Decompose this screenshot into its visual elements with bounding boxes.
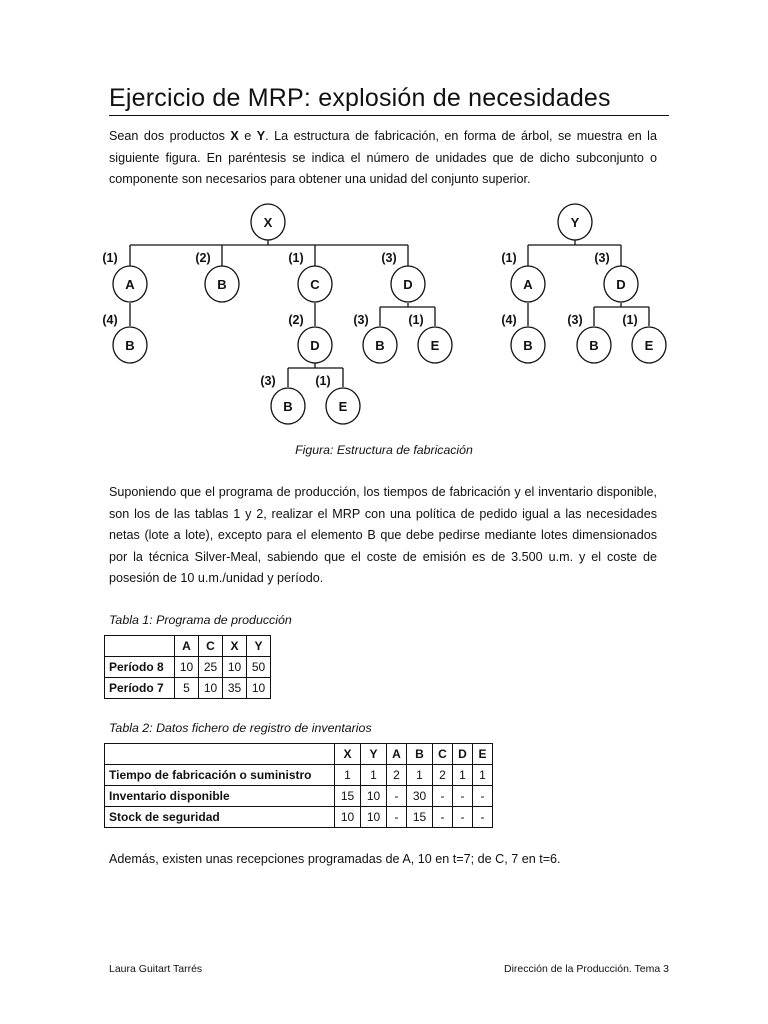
quantity-label: (2): [288, 313, 304, 327]
row-header: Período 7: [105, 678, 175, 699]
node-label: A: [125, 277, 135, 292]
table-cell: 5: [175, 678, 199, 699]
table2-caption: Tabla 2: Datos fichero de registro de inventarios: [109, 721, 372, 735]
figure-caption: Figura: Estructura de fabricación: [295, 443, 473, 457]
product-x-label: X: [230, 129, 239, 143]
table-row: [105, 657, 271, 678]
table-cell: [105, 636, 175, 657]
table-cell: C: [199, 636, 223, 657]
node-label: D: [403, 277, 413, 292]
table-header-row: [105, 636, 271, 657]
table-cell: 25: [199, 657, 223, 678]
table-cell: B: [407, 744, 433, 765]
table-cell: X: [223, 636, 247, 657]
quantity-label: (3): [567, 313, 583, 327]
table-cell: 10: [335, 807, 361, 828]
table-cell: 1: [453, 765, 473, 786]
node-label: D: [310, 338, 320, 353]
table-cell: -: [473, 807, 493, 828]
table-cell: -: [453, 807, 473, 828]
scheduled-receipts-paragraph: Además, existen unas recepciones programadas de A, 10 en t=7; de C, 7 en t=6.: [109, 852, 561, 866]
node-label: E: [430, 338, 440, 353]
table-cell: X: [335, 744, 361, 765]
table-cell: 15: [407, 807, 433, 828]
quantity-label: (2): [195, 251, 211, 265]
quantity-label: (1): [315, 374, 331, 388]
node-label: B: [589, 338, 599, 353]
table-cell: 10: [361, 807, 387, 828]
table-cell: 2: [433, 765, 453, 786]
node-label: Y: [570, 215, 580, 230]
quantity-label: (4): [501, 313, 517, 327]
node-label: A: [523, 277, 533, 292]
table-cell: 35: [223, 678, 247, 699]
quantity-label: (1): [622, 313, 638, 327]
row-header: Inventario disponible: [105, 786, 335, 807]
table-cell: 10: [247, 678, 271, 699]
table-cell: 2: [387, 765, 407, 786]
quantity-label: (4): [102, 313, 118, 327]
row-header: Período 8: [105, 657, 175, 678]
row-header: Stock de seguridad: [105, 807, 335, 828]
table-cell: E: [473, 744, 493, 765]
intro-text-3: . La estructura de fabricación, en forma de árbol, se muestra en la siguiente figura. En paréntesis se indica el número de unidades que de dicho subconjunto o componente son necesarios para obtener una unidad del conjunto superior.: [109, 129, 657, 186]
table1-caption: Tabla 1: Programa de producción: [109, 613, 292, 627]
node-label: X: [263, 215, 273, 230]
table-row: [105, 807, 493, 828]
table-cell: 15: [335, 786, 361, 807]
table-cell: D: [453, 744, 473, 765]
table-cell: 10: [199, 678, 223, 699]
intro-paragraph: [109, 126, 657, 191]
table-cell: 10: [175, 657, 199, 678]
table-header-row: [105, 744, 493, 765]
table-cell: [105, 744, 335, 765]
problem-paragraph: Suponiendo que el programa de producción, los tiempos de fabricación y el inventario disponible, son los de las tablas 1 y 2, realizar el MRP con una política de pedido igual a las necesidades netas (lote a lote), excepto para el elemento B que debe pedirse mediante lotes dimensionados por la técnica Silver-Meal, sabiendo que el coste de emisión es de 3.500 u.m. y el coste de posesión de 10 u.m./unidad y período.: [109, 485, 657, 585]
quantity-label: (3): [594, 251, 610, 265]
product-y-label: Y: [256, 129, 266, 143]
table-cell: Y: [247, 636, 271, 657]
production-schedule-table: [104, 635, 271, 699]
quantity-label: (1): [288, 251, 304, 265]
quantity-label: (3): [353, 313, 369, 327]
node-label: B: [217, 277, 227, 292]
intro-text-2: e: [238, 129, 257, 143]
footer-author: Laura Guitart Tarrés: [109, 963, 203, 975]
table-cell: 30: [407, 786, 433, 807]
table-cell: -: [387, 807, 407, 828]
node-label: B: [375, 338, 385, 353]
quantity-label: (1): [501, 251, 517, 265]
row-header: Tiempo de fabricación o suministro: [105, 765, 335, 786]
quantity-label: (1): [102, 251, 118, 265]
table-cell: C: [433, 744, 453, 765]
table-cell: 10: [223, 657, 247, 678]
footer-course: Dirección de la Producción. Tema 3: [504, 963, 669, 975]
table-cell: A: [175, 636, 199, 657]
table-cell: 1: [335, 765, 361, 786]
page-title: Ejercicio de MRP: explosión de necesidades: [109, 84, 669, 116]
table-cell: 1: [361, 765, 387, 786]
table-cell: A: [387, 744, 407, 765]
node-label: B: [283, 399, 293, 414]
node-label: E: [644, 338, 654, 353]
intro-text-1: Sean dos productos: [109, 129, 231, 143]
table-cell: -: [473, 786, 493, 807]
node-label: B: [125, 338, 135, 353]
table-row: [105, 786, 493, 807]
node-label: C: [310, 277, 320, 292]
node-label: B: [523, 338, 533, 353]
table-cell: 10: [361, 786, 387, 807]
table-cell: -: [433, 807, 453, 828]
table-cell: 50: [247, 657, 271, 678]
table-cell: -: [433, 786, 453, 807]
table-cell: 1: [407, 765, 433, 786]
table-cell: -: [453, 786, 473, 807]
table-row: [105, 765, 493, 786]
node-label: D: [616, 277, 626, 292]
table-row: [105, 678, 271, 699]
table-cell: -: [387, 786, 407, 807]
quantity-label: (1): [408, 313, 424, 327]
node-label: E: [338, 399, 348, 414]
inventory-records-table: [104, 743, 493, 828]
quantity-label: (3): [260, 374, 276, 388]
table-cell: Y: [361, 744, 387, 765]
product-structure-figure: [0, 195, 768, 430]
quantity-label: (3): [381, 251, 397, 265]
table-cell: 1: [473, 765, 493, 786]
